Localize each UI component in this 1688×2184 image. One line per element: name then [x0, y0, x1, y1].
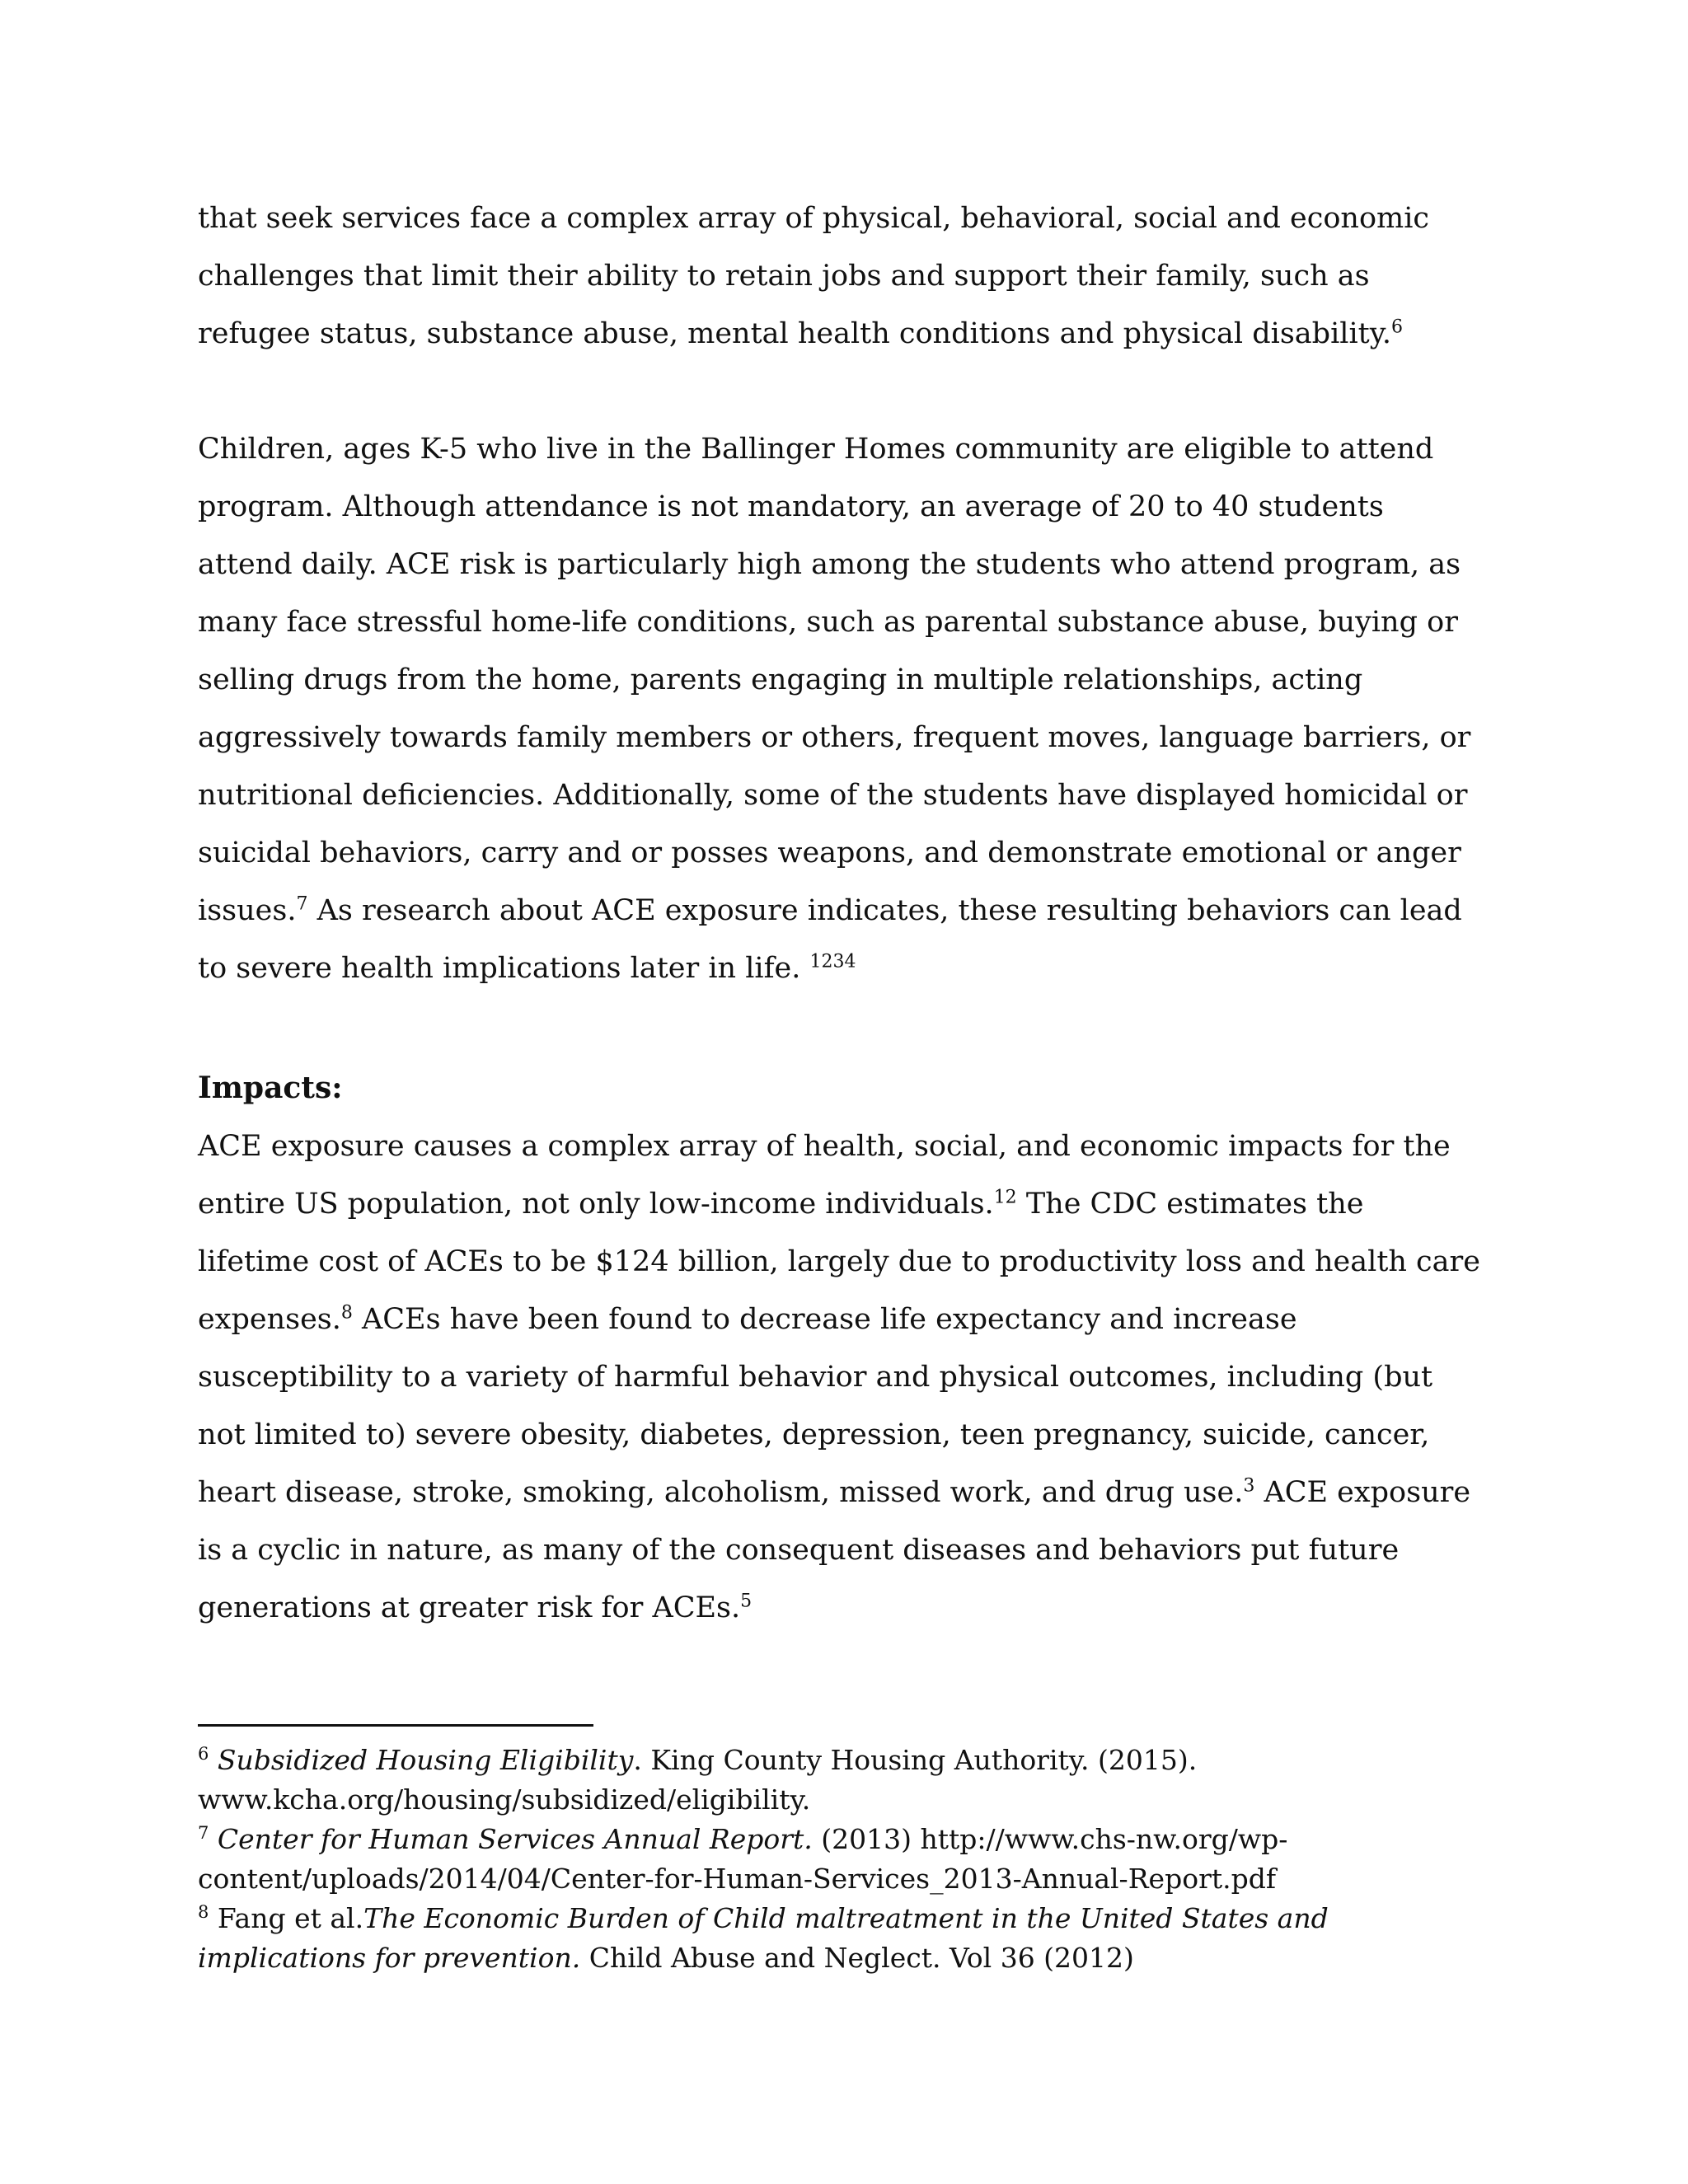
footnote: [198, 1899, 1492, 1978]
section-heading: Impacts:: [198, 1071, 343, 1105]
footnote-link[interactable]: www.kcha.org/housing/subsidized/eligibility.: [198, 1783, 811, 1816]
footnote-number: 7: [198, 1823, 209, 1843]
paragraph-text: Children, ages K-5 who live in the Ballinger Homes community are eligible to attend program. Although attendance is not mandatory, an average of 20 to 40 students attend daily. ACE risk is particularly high among the students who attend program, as many face stressful home-life conditions, such as parental substance abuse, buying or selling drugs from the home, parents engaging in multiple relationships, acting aggressively towards family members or others, frequent moves, language barriers, or nutritional deficiencies. Additionally, some of the students have displayed homicidal or suicidal behaviors, carry and or posses weapons, and demonstrate emotional or anger issues.: [198, 433, 1471, 927]
footnote-title: The Economic Burden of Child maltreatment in the United States and implications for prevention.: [198, 1902, 1329, 1974]
body-paragraph: [198, 190, 1484, 363]
footnote-ref: 6: [1390, 316, 1403, 338]
footnote-number: 8: [198, 1902, 209, 1922]
footnote-ref: 5: [740, 1591, 753, 1612]
footnote-ref: 8: [340, 1302, 353, 1324]
body-paragraph: [198, 1118, 1484, 1637]
document-page: [198, 0, 1484, 2184]
paragraph-text: The CDC estimates the lifetime cost of ACEs to be $124 billion, largely due to productivity loss and health care expenses.: [198, 1188, 1480, 1336]
paragraph-text: ACEs have been found to decrease life expectancy and increase susceptibility to a variety of harmful behavior and physical outcomes, including (but not limited to) severe obesity, diabetes, depression, teen pregnancy, suicide, cancer, heart disease, stroke, smoking, alcoholism, missed work, and drug use.: [198, 1303, 1433, 1509]
footnote-separator: [198, 1724, 593, 1727]
footnote-ref: 3: [1243, 1475, 1255, 1497]
paragraph-text: that seek services face a complex array of physical, behavioral, social and economic challenges that limit their ability to retain jobs and support their family, such as refugee status, substance abuse, mental health conditions and physical disability.: [198, 202, 1430, 350]
footnote-text[interactable]: (2013) http://www.chs-nw.org/wp-: [812, 1823, 1288, 1855]
footnote: [198, 1820, 1492, 1899]
footnote-author: Fang et al.: [217, 1902, 364, 1934]
footnote-link[interactable]: content/uploads/2014/04/Center-for-Human-Services_2013-Annual-Report.pdf: [198, 1863, 1277, 1895]
body-paragraph: [198, 420, 1484, 997]
footnote-text: . King County Housing Authority. (2015).: [633, 1744, 1198, 1776]
footnote: [198, 1741, 1492, 1820]
footnote-ref: 1234: [809, 951, 856, 972]
footnote-title: Center for Human Services Annual Report.: [217, 1823, 813, 1855]
footnote-title: Subsidized Housing Eligibility: [217, 1744, 634, 1776]
paragraph-text: As research about ACE exposure indicates, these resulting behaviors can lead to severe health implications later in life.: [198, 894, 1462, 985]
footnotes: [198, 1741, 1492, 1978]
footnote-ref: 12: [993, 1187, 1017, 1208]
footnote-ref: 7: [296, 893, 308, 915]
paragraph-text: ACE exposure is a cyclic in nature, as many of the consequent diseases and behaviors put future generations at greater risk for ACEs.: [198, 1476, 1471, 1624]
footnote-number: 6: [198, 1744, 209, 1764]
paragraph-text: ACE exposure causes a complex array of health, social, and economic impacts for the entire US population, not only low-income individuals.: [198, 1130, 1451, 1221]
footnote-text: Child Abuse and Neglect. Vol 36 (2012): [580, 1942, 1134, 1974]
